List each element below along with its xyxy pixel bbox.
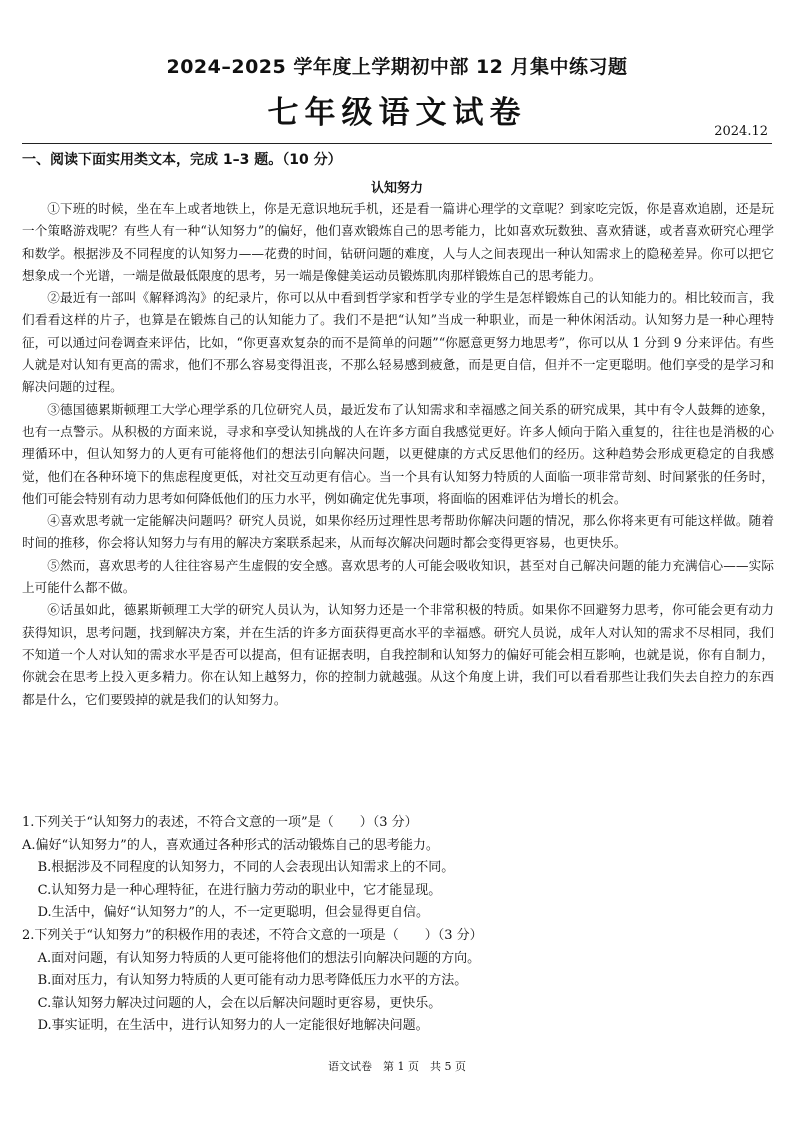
passage-paragraph: ②最近有一部叫《解释鸿沟》的纪录片，你可以从中看到哲学家和哲学专业的学生是怎样锻炼自己的认知能力的。相比较而言，我们看看这样的片子，也算是在锻炼自己的认知能力了。我们不是把“认知”当成一种职业，而是一种休闲活动。认知努力是一种心理特征，可以通过问卷调查来评估，比如，“你更喜欢复杂的而不是简单的问题”“你愿意更努力地思考”，你可以从 1 分到 9 分来评估。有些人就是对认知有更高的需求，他们不那么容易变得沮丧，不那么轻易感到疲惫，而是更自信，但并不一定更聪明。他们享受的是学习和解决问题的过程。 (22, 290, 774, 395)
passage-paragraph: ⑥话虽如此，德累斯顿理工大学的研究人员认为，认知努力还是一个非常积极的特质。如果你不回避努力思考，你可能会更有动力获得知识，思考问题，找到解决方案，并在生活的许多方面获得更高水平的幸福感。研究人员说，成年人对认知的需求不尽相同，我们不知道一个人对认知的需求水平是否可以提高，但有证据表明，自我控制和认知努力的偏好可能会相互影响，也就是说，你有自制力，你就会在思考上投入更多精力。你在认知上越努力，你的控制力就越强。从这个角度上讲，我们可以看看那些让我们失去自控力的东西都是什么，它们要毁掉的就是我们的认知努力。 (22, 602, 774, 707)
question-option: C.认知努力是一种心理特征，在进行脑力劳动的职业中，它才能显现。 (37, 882, 442, 898)
passage-body (22, 198, 774, 711)
question-option: D.生活中，偏好“认知努力”的人，不一定更聪明，但会显得更自信。 (37, 905, 429, 921)
passage-title: 认知努力 (370, 181, 423, 196)
passage-paragraph: ③德国德累斯顿理工大学心理学系的几位研究人员，最近发布了认知需求和幸福感之间关系的研究成果，其中有令人鼓舞的迹象，也有一点警示。从积极的方面来说，寻求和享受认知挑战的人在许多方面自我感觉更好。许多人倾向于陷入重复的，往往也是消极的心理循环中，但认知努力的人更有可能将他们的想法引向解决问题，以更健康的方式反思他们的经历。这种趋势会形成更稳定的自我感觉，他们在各种环境下的焦虑程度更低，对社交互动更有信心。当一个具有认知努力特质的人面临一项非常苛刻、时间紧张的任务时，他们可能会特别有动力思考如何降低他们的压力水平，例如确定优先事项，将面临的困难评估为增长的机会。 (22, 401, 774, 506)
question-list (22, 812, 774, 1038)
exam-title: 2024–2025 学年度上学期初中部 12 月集中练习题 (166, 56, 628, 78)
passage-paragraph: ①下班的时候，坐在车上或者地铁上，你是无意识地玩手机，还是看一篇讲心理学的文章呢？到家吃完饭，你是喜欢追剧，还是玩一个策略游戏呢？有些人有一种“认知努力”的偏好，他们喜欢锻炼自己的思考能力，比如喜欢玩数独、喜欢猜谜，或者喜欢研究心理学和数学。根据涉及不同程度的认知努力——花费的时间，钻研问题的难度，人与人之间表现出一种认知需求上的隐秘差异。你可以把它想象成一个光谱，一端是做最低限度的思考，另一端是像健美运动员锻炼肌肉那样锻炼自己的思考能力。 (22, 201, 774, 283)
question-option: A.面对问题，有认知努力特质的人更可能将他们的想法引向解决问题的方向。 (37, 950, 481, 966)
section-heading: 一、阅读下面实用类文本，完成 1–3 题。（10 分） (22, 152, 342, 168)
page-footer: 语文试卷 第 1 页 共 5 页 (328, 1060, 466, 1073)
question-stem: 1.下列关于“认知努力的表述，不符合文意的一项”是（ ）（3 分） (22, 815, 418, 830)
exam-date: 2024.12 (714, 124, 768, 139)
question-option: D.事实证明，在生活中，进行认知努力的人一定能很好地解决问题。 (37, 1018, 429, 1034)
passage-paragraph: ④喜欢思考就一定能解决问题吗？研究人员说，如果你经历过理性思考帮助你解决问题的情况，那么你将来更有可能这样做。随着时间的推移，你会将认知努力与有用的解决方案联系起来，从而每次解决问题时都会变得更容易，也更快乐。 (22, 513, 774, 551)
question-2 (22, 925, 774, 1038)
passage-paragraph: ⑤然而，喜欢思考的人往往容易产生虚假的安全感。喜欢思考的人可能会吸收知识，甚至对自己解决问题的能力充满信心——实际上可能什么都不做。 (22, 557, 774, 596)
question-option: C.靠认知努力解决过问题的人，会在以后解决问题时更容易，更快乐。 (37, 995, 442, 1011)
question-option: B.根据涉及不同程度的认知努力，不同的人会表现出认知需求上的不同。 (37, 860, 455, 876)
paper-title: 七年级语文试卷 (267, 95, 527, 131)
question-option: A.偏好“认知努力”的人，喜欢通过各种形式的活动锻炼自己的思考能力。 (22, 837, 439, 853)
question-option: B.面对压力，有认知努力特质的人更可能有动力思考降低压力水平的方法。 (37, 973, 468, 989)
question-stem: 2.下列关于“认知努力”的积极作用的表述，不符合文意的一项是（ ）（3 分） (22, 927, 483, 943)
exam-header (0, 52, 794, 132)
question-1 (22, 812, 774, 925)
header-divider (22, 143, 772, 144)
